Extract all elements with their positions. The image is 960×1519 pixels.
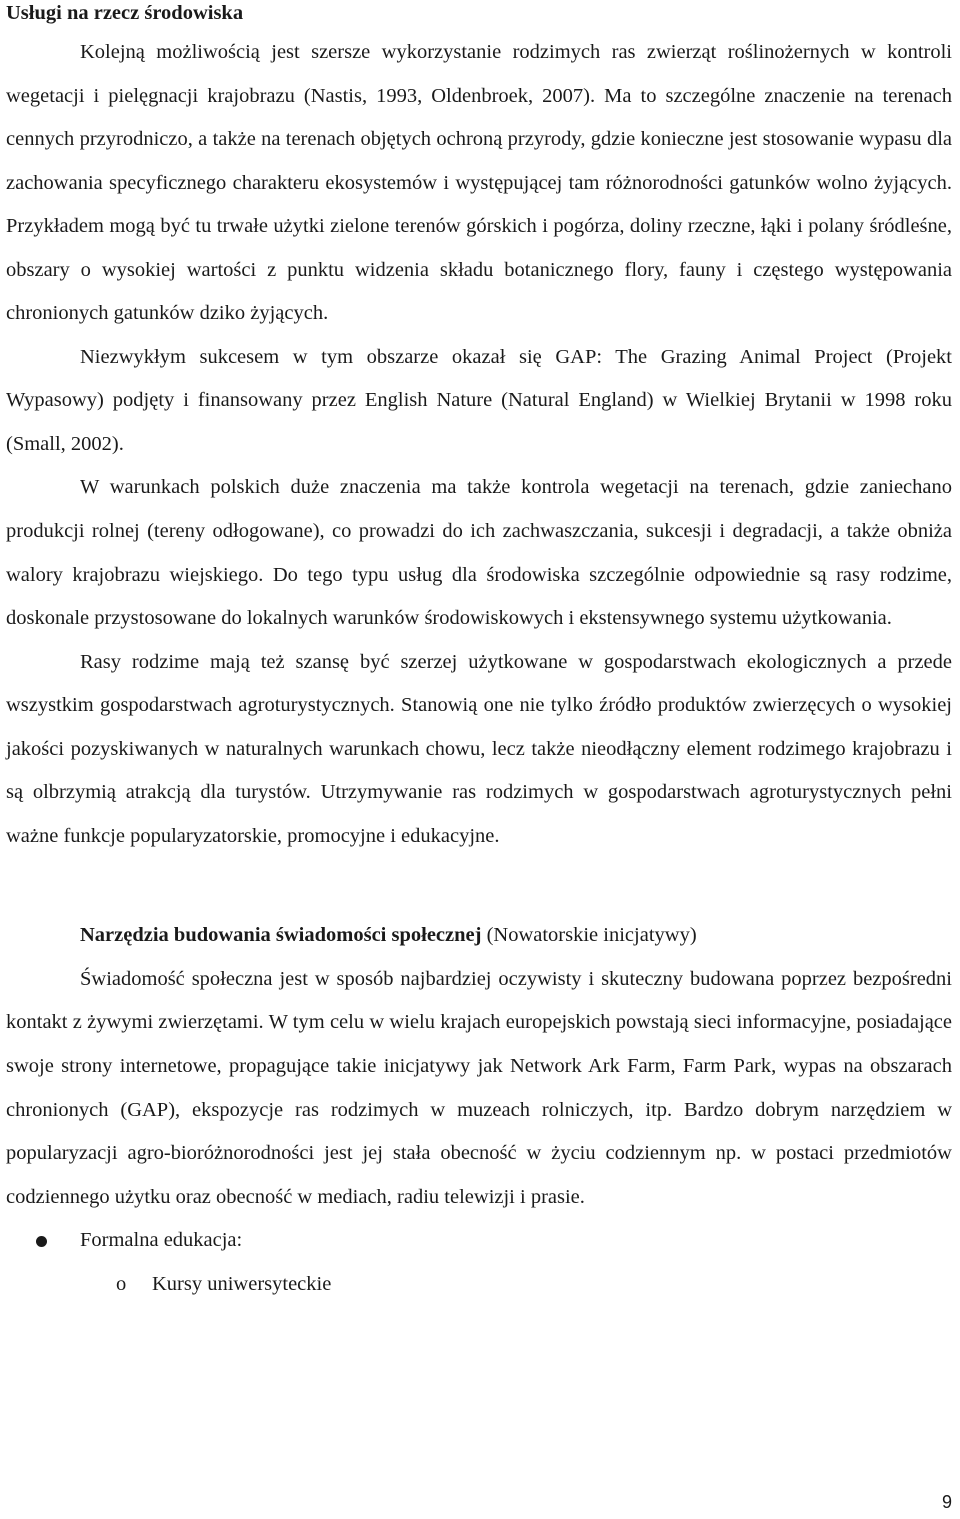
section-heading-environment-services: Usługi na rzecz środowiska [6, 2, 244, 24]
heading-bold-part: Narzędzia budowania świadomości społecznej [80, 924, 482, 947]
paragraph-gap-project: Niezwykłym sukcesem w tym obszarze okazał się GAP: The Grazing Animal Project (Projekt Wypasowy) podjęty i finansowany przez English Nature (Natural England) w Wielkiej Brytanii w 1998 roku (Small, 2002). [6, 345, 952, 455]
heading-regular-part: (Nowatorskie inicjatywy) [481, 924, 697, 947]
section-heading-social-awareness [6, 914, 952, 958]
section-social-awareness [6, 914, 952, 1306]
document-page [6, 0, 952, 1306]
list-item-formal-education [6, 1219, 952, 1263]
bullet-list [6, 1219, 952, 1263]
bullet-icon [36, 1236, 47, 1247]
sub-list-item-label: Kursy uniwersyteckie [152, 1272, 332, 1295]
list-item-label: Formalna edukacja: [80, 1229, 243, 1252]
sub-list-item-university-courses [6, 1263, 952, 1307]
paragraph-social-awareness: Świadomość społeczna jest w sposób najbardziej oczywisty i skuteczny budowana poprzez bezpośredni kontakt z żywymi zwierzętami. W tym celu w wielu krajach europejskich powstają sieci informacyjne, posiadające swoje strony internetowe, propagujące takie inicjatywy jak Network Ark Farm, Farm Park, wypas na obszarach chronionych (GAP), ekspozycje ras rodzimych w muzeach rolniczych, itp. Bardzo dobrym narzędziem w popularyzacji agro-bioróżnorodności jest jej stała obecność w życiu codziennym np. w postaci przedmiotów codziennego użytku oraz obecność w mediach, radiu telewizji i prasie. [6, 967, 952, 1208]
circle-bullet-icon: o [116, 1272, 127, 1295]
paragraph-polish-conditions: W warunkach polskich duże znaczenia ma także kontrola wegetacji na terenach, gdzie zaniechano produkcji rolnej (tereny odłogowane), co prowadzi do ich zachwaszczania, sukcesji i degradacji, a także obniża walory krajobrazu wiejskiego. Do tego typu usług dla środowiska szczególnie odpowiednie są rasy rodzime, doskonale przystosowane do lokalnych warunków środowiskowych i ekstensywnego systemu użytkowania. [6, 476, 952, 630]
paragraph-native-breeds-landscape: Kolejną możliwością jest szersze wykorzystanie rodzimych ras zwierząt roślinożernych w kontroli wegetacji i pielęgnacji krajobrazu (Nastis, 1993, Oldenbroek, 2007). Ma to szczególne znaczenie na terenach cennych przyrodniczo, a także na terenach objętych ochroną przyrody, gdzie konieczne jest stosowanie wypasu dla zachowania specyficznego charakteru ekosystemów i występującej tam różnorodności gatunków wolno żyjących. Przykładem mogą być tu trwałe użytki zielone terenów górskich i pogórza, doliny rzeczne, łąki i polany śródleśne, obszary o wysokiej wartości z punktu widzenia składu botanicznego flory, fauny i częstego występowania chronionych gatunków dziko żyjących. [6, 41, 952, 325]
paragraph-agrotourism: Rasy rodzime mają też szansę być szerzej użytkowane w gospodarstwach ekologicznych a przede wszystkim gospodarstwach agroturystycznych. Stanowią one nie tylko źródło produktów zwierzęcych o wysokiej jakości pozyskiwanych w naturalnych warunkach chowu, lecz także nieodłączny element rodzimego krajobrazu i są olbrzymią atrakcją dla turystów. Utrzymywanie ras rodzimych w gospodarstwach agroturystycznych pełni ważne funkcje popularyzatorskie, promocyjne i edukacyjne. [6, 650, 952, 847]
page-number: 9 [941, 1492, 952, 1512]
